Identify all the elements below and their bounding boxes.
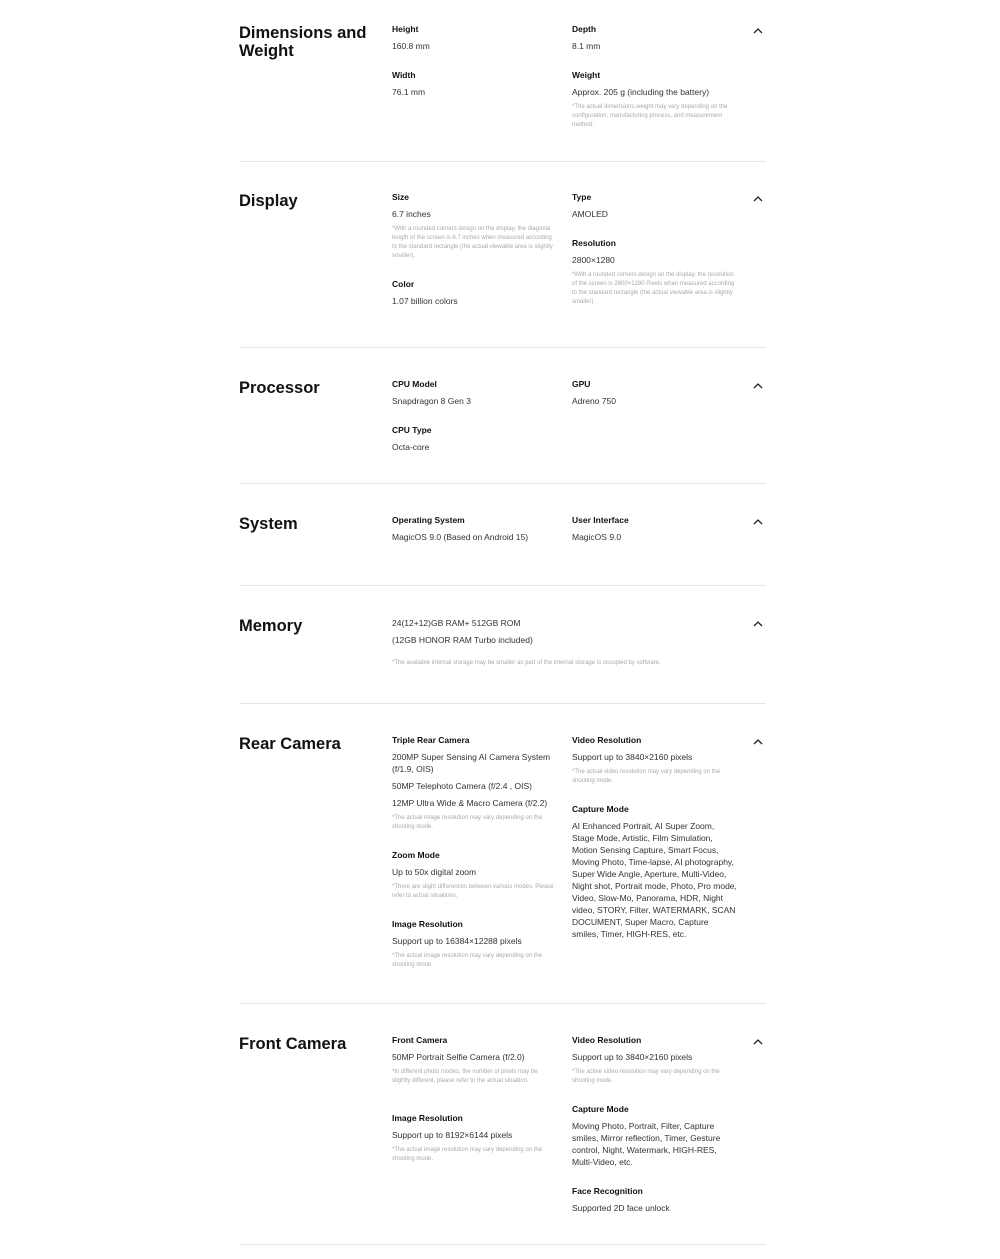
spec-section-display xyxy=(239,192,766,322)
spec-item-type xyxy=(572,192,737,220)
collapse-toggle-button[interactable] xyxy=(751,1035,765,1049)
spec-item-memory xyxy=(392,617,732,668)
spec-value: 200MP Super Sensing AI Camera System (f/1.9, OIS) xyxy=(392,752,551,774)
spec-item-front-camera xyxy=(392,1035,557,1086)
spec-value: 12MP Ultra Wide & Macro Camera (f/2.2) xyxy=(392,798,548,808)
spec-value: Support up to 3840×2160 pixels xyxy=(572,1052,693,1062)
spec-item-capture-mode xyxy=(572,1104,737,1168)
chevron-up-icon xyxy=(751,192,765,206)
spec-value: Support up to 16384×12288 pixels xyxy=(392,936,522,946)
collapse-toggle-button[interactable] xyxy=(751,735,765,749)
spec-item-zoom-mode xyxy=(392,850,557,901)
spec-value: Support up to 8192×6144 pixels xyxy=(392,1130,513,1140)
spec-label: Front Camera xyxy=(392,1035,448,1045)
section-divider xyxy=(239,347,766,348)
spec-label: CPU Type xyxy=(392,425,432,435)
spec-value: Support up to 3840×2160 pixels xyxy=(572,752,693,762)
spec-footnote: *With a rounded corners design on the display, the diagonal length of the screen is 6.7 inches when measured according to the standard rectangle (the actual viewable area is slightly smaller). xyxy=(392,226,553,259)
spec-label: Triple Rear Camera xyxy=(392,735,470,745)
spec-label: CPU Model xyxy=(392,379,437,389)
collapse-toggle-button[interactable] xyxy=(751,24,765,38)
spec-item-video-resolution xyxy=(572,735,737,786)
spec-label: Image Resolution xyxy=(392,919,463,929)
spec-footnote: *The actual image resolution may vary depending on the shooting mode. xyxy=(392,1147,543,1162)
spec-value: 50MP Portrait Selfie Camera (f/2.0) xyxy=(392,1052,525,1062)
spec-item-cpu-type xyxy=(392,425,557,453)
spec-value: MagicOS 9.0 xyxy=(572,532,622,542)
section-divider xyxy=(239,161,766,162)
spec-label: Video Resolution xyxy=(572,735,642,745)
spec-value: Snapdragon 8 Gen 3 xyxy=(392,396,471,406)
spec-footnote: *The actual image resolution may vary depending on the shooting mode. xyxy=(392,815,543,830)
section-divider xyxy=(239,1244,766,1245)
spec-value: 8.1 mm xyxy=(572,41,601,51)
spec-item-image-resolution xyxy=(392,919,557,970)
spec-footnote: *In different photo modes, the number of pixels may be slightly different, please refer to the actual situation. xyxy=(392,1069,538,1084)
chevron-up-icon xyxy=(751,735,765,749)
spec-section-dimensions xyxy=(239,24,766,144)
spec-label: Color xyxy=(392,279,415,289)
spec-value: 50MP Telephoto Camera (f/2.4 , OIS) xyxy=(392,781,533,791)
spec-value: Moving Photo, Portrait, Filter, Capture smiles, Mirror reflection, Timer, Gesture control, Night, Watermark, HIGH-RES, Multi-Video, etc. xyxy=(572,1121,721,1167)
chevron-up-icon xyxy=(751,1035,765,1049)
spec-value: 76.1 mm xyxy=(392,87,426,97)
spec-footnote: *The actual video resolution may vary depending on the shooting mode. xyxy=(572,769,721,784)
spec-item-triple-rear-camera xyxy=(392,735,557,832)
spec-value: AMOLED xyxy=(572,209,608,219)
spec-label: Video Resolution xyxy=(572,1035,642,1045)
spec-footnote: *The actual image resolution may vary depending on the shooting mode. xyxy=(392,953,543,968)
spec-label: Size xyxy=(392,192,410,202)
section-title: Front Camera xyxy=(239,1035,347,1053)
spec-item-height xyxy=(392,24,557,52)
section-title: System xyxy=(239,515,298,533)
spec-value: Octa-core xyxy=(392,442,430,452)
collapse-toggle-button[interactable] xyxy=(751,192,765,206)
section-divider xyxy=(239,1003,766,1004)
spec-value: 6.7 inches xyxy=(392,209,431,219)
spec-item-weight xyxy=(572,70,737,130)
spec-footnote: *There are slight differences between various modes. Please refer to actual situations. xyxy=(392,884,554,899)
spec-item-capture-mode xyxy=(572,804,737,940)
spec-value: Up to 50x digital zoom xyxy=(392,867,477,877)
collapse-toggle-button[interactable] xyxy=(751,379,765,393)
spec-label: GPU xyxy=(572,379,591,389)
spec-item-image-resolution xyxy=(392,1113,557,1164)
spec-label: Type xyxy=(572,192,592,202)
collapse-toggle-button[interactable] xyxy=(751,515,765,529)
section-divider xyxy=(239,703,766,704)
spec-section-processor xyxy=(239,379,766,459)
section-divider xyxy=(239,585,766,586)
spec-value: 2800×1280 xyxy=(572,255,615,265)
section-title: Dimensions and Weight xyxy=(239,24,367,60)
spec-item-color xyxy=(392,279,557,307)
spec-label: Resolution xyxy=(572,238,616,248)
spec-label: Depth xyxy=(572,24,597,34)
spec-item-video-resolution xyxy=(572,1035,737,1086)
spec-item-operating-system xyxy=(392,515,557,543)
spec-item-user-interface xyxy=(572,515,737,543)
spec-item-cpu-model xyxy=(392,379,557,407)
chevron-up-icon xyxy=(751,617,765,631)
spec-item-size xyxy=(392,192,557,261)
spec-item-resolution xyxy=(572,238,737,307)
spec-label: Operating System xyxy=(392,515,465,525)
spec-section-memory xyxy=(239,617,766,687)
spec-footnote: *With a rounded corners design on the display, the resolution of the screen is 2800×1280 Pixels when measured according to the standard rectangle (the actual viewable area is slightly smaller). xyxy=(572,272,735,305)
spec-footnote: *The actual dimensions,weight may vary depending on the configuration, manufacturing process, and measurement method. xyxy=(572,104,728,128)
spec-label: Image Resolution xyxy=(392,1113,463,1123)
spec-value: 1.07 billion colors xyxy=(392,296,458,306)
spec-value: Supported 2D face unlock xyxy=(572,1203,670,1213)
spec-item-gpu xyxy=(572,379,737,407)
spec-item-face-recognition xyxy=(572,1186,737,1214)
chevron-up-icon xyxy=(751,379,765,393)
spec-section-front-camera xyxy=(239,1035,766,1225)
section-title: Memory xyxy=(239,617,303,635)
spec-section-system xyxy=(239,515,766,565)
spec-label: User Interface xyxy=(572,515,629,525)
section-title: Rear Camera xyxy=(239,735,341,753)
section-title: Processor xyxy=(239,379,320,397)
spec-item-width xyxy=(392,70,557,98)
spec-label: Capture Mode xyxy=(572,804,629,814)
spec-label: Capture Mode xyxy=(572,1104,629,1114)
spec-footnote: *The active video resolution may vary depending on the shooting mode. xyxy=(572,1069,720,1084)
section-divider xyxy=(239,483,766,484)
chevron-up-icon xyxy=(751,515,765,529)
spec-value: Adreno 750 xyxy=(572,396,616,406)
spec-value: (12GB HONOR RAM Turbo included) xyxy=(392,635,533,645)
spec-label: Weight xyxy=(572,70,601,80)
spec-value: 160.8 mm xyxy=(392,41,430,51)
spec-label: Zoom Mode xyxy=(392,850,440,860)
spec-item-depth xyxy=(572,24,737,52)
spec-value: MagicOS 9.0 (Based on Android 15) xyxy=(392,532,529,542)
chevron-up-icon xyxy=(751,24,765,38)
spec-value: 24(12+12)GB RAM+ 512GB ROM xyxy=(392,618,521,628)
spec-label: Height xyxy=(392,24,419,34)
collapse-toggle-button[interactable] xyxy=(751,617,765,631)
spec-label: Face Recognition xyxy=(572,1186,643,1196)
spec-label: Width xyxy=(392,70,416,80)
spec-value: AI Enhanced Portrait, AI Super Zoom, Stage Mode, Artistic, Film Simulation, Motion Sensing Capture, Smart Focus, Moving Photo, Time-lapse, AI photography, Super Wide Angle, Aperture, Multi-Video, Night shot, Portrait mode, Photo, Pro mode, Video, Slow-Mo, Panorama, HDR, Night video, STORY, Filter, WATERMARK, SCAN DOCUMENT, Super Macro, Capture smiles, Timer, HIGH-RES, etc. xyxy=(572,821,737,939)
spec-footnote: *The available internal storage may be smaller as part of the internal storage is occupied by software. xyxy=(392,660,661,666)
section-title: Display xyxy=(239,192,298,210)
spec-section-rear-camera xyxy=(239,735,766,985)
spec-value: Approx. 205 g (including the battery) xyxy=(572,87,710,97)
